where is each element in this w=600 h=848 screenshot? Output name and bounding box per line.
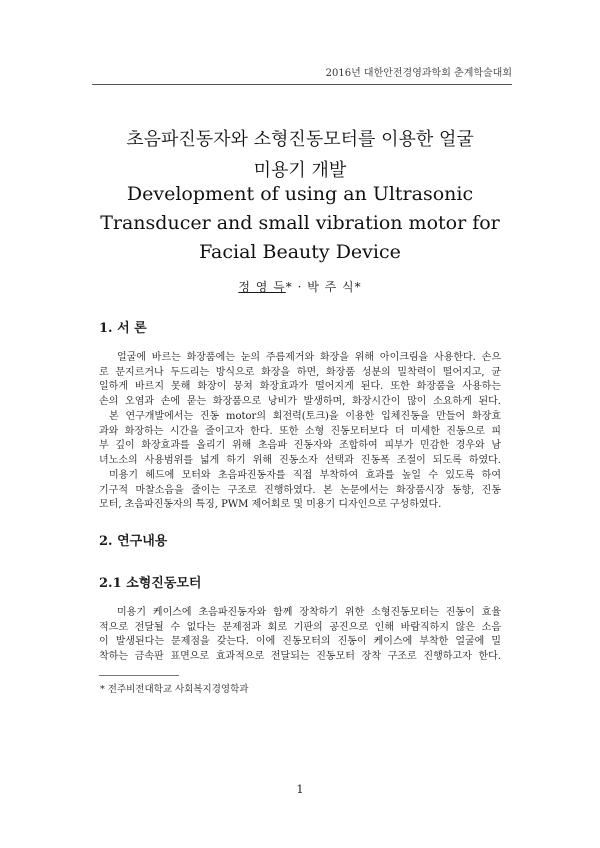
running-head: 2016년 대한안전경영과학회 춘계학술대회 bbox=[325, 68, 512, 79]
text-line: 모터, 초음파진동자의 특징, PWM 제어회로 및 미용기 디자인으로 구성하였다. bbox=[99, 499, 442, 511]
footnote-rule bbox=[99, 675, 179, 676]
title-korean-line-2: 미용기 개발 bbox=[253, 160, 347, 181]
title-english-line-3: Facial Beauty Device bbox=[199, 241, 401, 263]
section-1-paragraph-1 bbox=[99, 351, 501, 410]
text-line: 부 깊이 화장효과를 올리기 위해 초음파 진동자와 조합하여 피부가 민감한 경우와 남 bbox=[99, 440, 501, 452]
text-line: 일하게 바르지 못해 화장이 뭉쳐 화장효과가 떨어지게 된다. 또한 화장품을 사용하는 bbox=[99, 381, 501, 393]
text-line: 미용기 케이스에 초음파진동자와 함께 장착하기 위한 소형진동모터는 진동이 효율 bbox=[117, 607, 501, 618]
author-1-mark: * bbox=[285, 280, 293, 294]
section-1-paragraph-2 bbox=[99, 410, 501, 469]
text-line: 기구적 마찰소음을 줄이는 구조로 진행하였다. 본 논문에서는 화장품시장 동향, 진동 bbox=[99, 484, 501, 496]
section-2-heading: 2. 연구내용 bbox=[99, 534, 168, 549]
footnote: * 전주비전대학교 사회복지경영학과 bbox=[100, 684, 249, 695]
text-line: 미용기 헤드에 모터와 초음파진동자를 직접 부착하여 효과를 높일 수 있도록 하여 bbox=[109, 470, 501, 481]
text-line: 착하는 금속판 표면으로 효과적으로 전달되는 진동모터 장착 구조로 진행하고자 한다. bbox=[99, 651, 501, 663]
title-english bbox=[60, 180, 540, 267]
title-english-line-2: Transducer and small vibration motor for bbox=[100, 212, 500, 234]
text-line: 손의 오염과 손에 묻는 화장품으로 낭비가 발생하며, 화장시간이 많이 소요하게 된다. bbox=[99, 396, 501, 408]
subsection-2-1-heading: 2.1 소형진동모터 bbox=[99, 576, 202, 591]
author-separator: · bbox=[297, 280, 303, 294]
title-english-line-1: Development of using an Ultrasonic bbox=[126, 183, 474, 205]
section-1-paragraph-3 bbox=[99, 469, 501, 513]
text-line: 본 연구개발에서는 진동 motor의 회전력(토크)을 이용한 입체진동을 만들어 화장효 bbox=[109, 411, 501, 422]
section-1-heading: 1. 서 론 bbox=[99, 321, 147, 336]
text-line: 얼굴에 바르는 화장품에는 눈의 주름제거와 화장을 위해 아이크림을 사용한다. 손으 bbox=[117, 352, 501, 363]
author-1: 정 영 득 bbox=[238, 280, 286, 294]
title-korean bbox=[60, 124, 540, 186]
author-2: 박 주 식 bbox=[307, 280, 355, 294]
author-2-mark: * bbox=[354, 280, 362, 294]
header-rule bbox=[92, 84, 512, 85]
text-line: 녀노소의 사용범위를 넓게 하기 위해 진동소자 선택과 진동폭 조절이 되도록 하였다. bbox=[99, 455, 501, 467]
subsection-2-1-paragraph bbox=[99, 606, 501, 665]
text-line: 과와 화장하는 시간을 줄이고자 한다. 또한 소형 진동모터보다 더 미세한 진동으로 피 bbox=[99, 425, 501, 437]
text-line: 적으로 전달될 수 없다는 문제점과 회로 기판의 공진으로 인해 바람직하지 않은 소음 bbox=[99, 621, 501, 633]
text-line: 로 문지르거나 두드리는 방식으로 화장을 하면, 화장품 성분의 밀착력이 떨어지고, 균 bbox=[99, 366, 501, 378]
author-line bbox=[0, 278, 600, 295]
text-line: 이 발생된다는 문제점을 갖는다. 이에 진동모터의 진동이 케이스에 부착한 얼굴에 밀 bbox=[99, 636, 501, 648]
page-number: 1 bbox=[296, 783, 304, 796]
title-korean-line-1: 초음파진동자와 소형진동모터를 이용한 얼굴 bbox=[126, 129, 474, 150]
